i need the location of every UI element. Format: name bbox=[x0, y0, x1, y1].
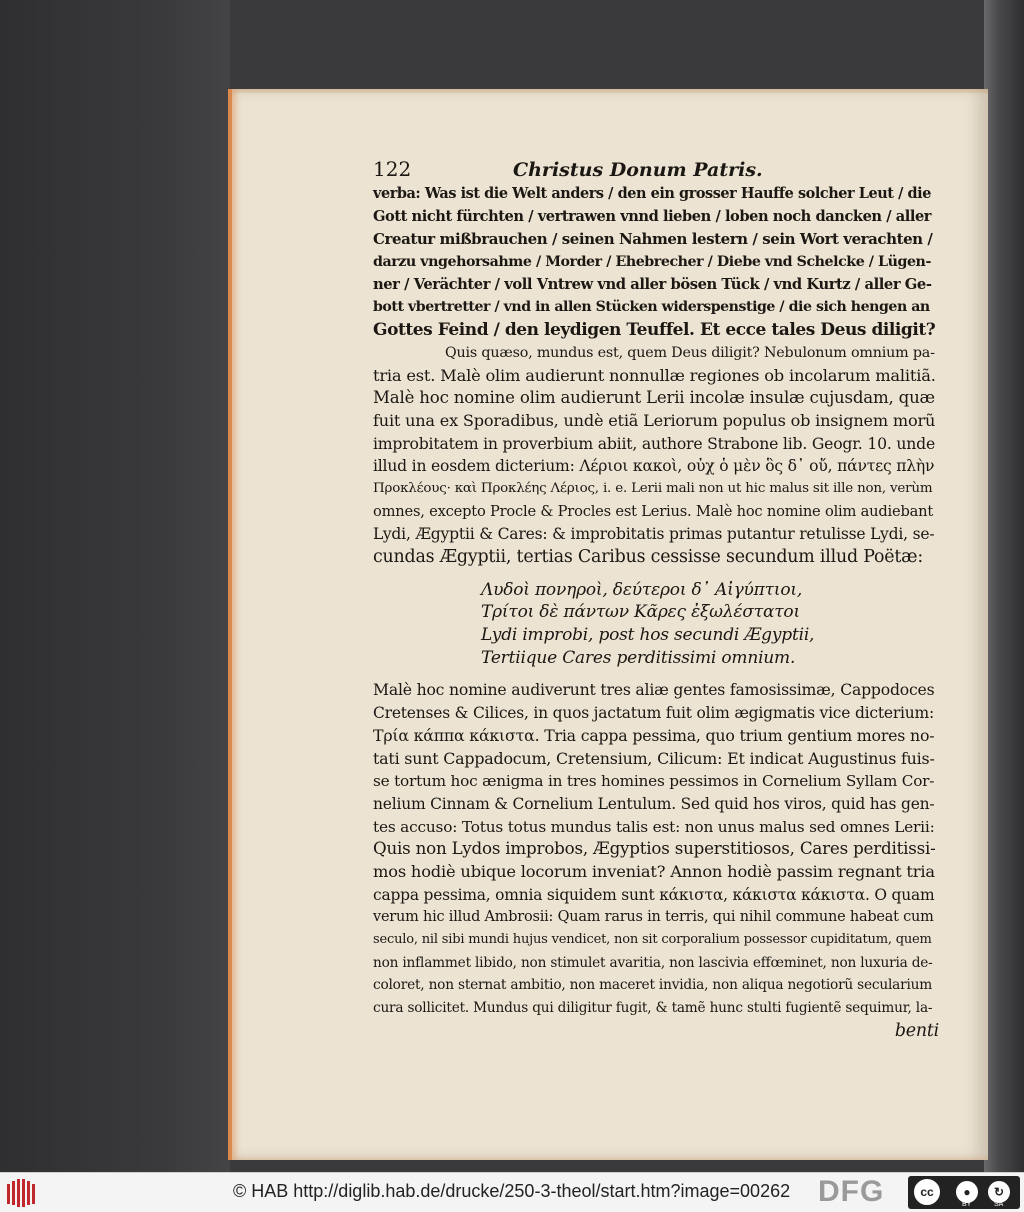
body-text bbox=[373, 183, 939, 569]
text-line: Προκλέους· καὶ Προκλέης Λέριος, i. e. Lerii mali non ut hic malus sit ille non, verùm bbox=[373, 480, 933, 496]
text-line: tria est. Malè olim audierunt nonnullæ regiones ob incolarum malitiã. bbox=[373, 365, 936, 385]
text-line: Malè hoc nomine audiverunt tres aliæ gentes famosissimæ, Cappodoces bbox=[373, 680, 935, 700]
text-line: Tertiique Cares perditissimi omnium. bbox=[481, 647, 796, 668]
text-line: tati sunt Cappadocum, Cretensium, Cilicum: Et indicat Augustinus fuis- bbox=[373, 748, 935, 768]
catchword: benti bbox=[894, 1020, 939, 1041]
text-line: Cretenses & Cilices, in quos jactatum fuit olim ægigmatis vice dicterium: bbox=[373, 704, 935, 723]
cc-license-badge[interactable] bbox=[908, 1176, 1020, 1209]
text-line: Λυδοὶ πονηροὶ, δεύτεροι δ᾽ Αἰγύπτιοι, bbox=[481, 579, 803, 600]
text-line: nelium Cinnam & Cornelium Lentulum. Sed quid hos viros, quid has gen- bbox=[373, 794, 935, 813]
scan-background-left bbox=[0, 0, 230, 1172]
running-title: Christus Donum Patris. bbox=[513, 159, 763, 181]
text-line: tes accuso: Totus totus mundus talis est: non unus malus sed omnes Lerii: bbox=[373, 817, 935, 836]
text-line: se tortum hoc ænigma in tres homines pessimos in Cornelium Syllam Cor- bbox=[373, 772, 935, 791]
attribution-icon: ● bbox=[954, 1179, 980, 1205]
copyright-link[interactable]: © HAB http://diglib.hab.de/drucke/250-3-theol/start.htm?image=00262 bbox=[233, 1181, 791, 1201]
text-line: bott vbertretter / vnd in allen Stücken widerspenstige / die sich hengen an bbox=[373, 299, 930, 316]
body-text-continued bbox=[373, 679, 939, 1019]
share-alike-icon: ↻ bbox=[986, 1179, 1012, 1205]
by-label: BY bbox=[962, 1201, 972, 1208]
text-line: Creatur mißbrauchen / seinen Nahmen lestern / sein Wort verachten / bbox=[373, 230, 933, 249]
text-line: Gott nicht fürchten / vertrawen vnnd lieben / loben noch dancken / aller bbox=[373, 207, 932, 225]
text-line: seculo, nil sibi mundi hujus vendicet, non sit corporalium possessor cupiditatum, quem bbox=[373, 932, 932, 947]
scan-background-right bbox=[984, 0, 1024, 1172]
dfg-logo: DFG bbox=[818, 1175, 885, 1208]
text-line: Τρία κάππα κάκιστα. Tria cappa pessima, quo trium gentium mores no- bbox=[373, 725, 935, 745]
text-line: fuit una ex Sporadibus, undè etiã Leriorum populus ob insignem morũ bbox=[373, 410, 936, 430]
page-header bbox=[373, 157, 939, 183]
text-line: illud in eosdem dicterium: Λέριοι κακοὶ, οὐχ ὁ μὲν ὃς δ᾽ οὔ, πάντες πλὴν bbox=[373, 457, 935, 476]
cc-icon: cc bbox=[912, 1177, 942, 1207]
text-line: ner / Verächter / voll Vntrew vnd aller bösen Tück / vnd Kurtz / aller Ge- bbox=[373, 275, 932, 293]
text-line: verum hic illud Ambrosii: Quam rarus in terris, qui nihil commune habeat cum bbox=[373, 909, 934, 926]
verse-quotation bbox=[373, 579, 939, 670]
text-line: omnes, excepto Procle & Procles est Lerius. Malè hoc nomine olim audiebant bbox=[373, 502, 934, 520]
text-line: Lydi improbi, post hos secundi Ægyptii, bbox=[481, 625, 815, 646]
book-page bbox=[228, 89, 988, 1160]
text-line: Quis quæso, mundus est, quem Deus diligit? Nebulonum omnium pa- bbox=[445, 344, 935, 361]
page-number: 122 bbox=[373, 157, 412, 181]
text-line: darzu vngehorsahme / Morder / Ehebrecher / Diebe vnd Schelcke / Lügen- bbox=[373, 254, 931, 271]
text-line: Lydi, Ægyptii & Cares: & improbitatis primas putantur retulisse Lydi, se- bbox=[373, 525, 935, 544]
text-line: mos hodiè ubique locorum inveniat? Annon hodiè passim regnant tria bbox=[373, 861, 935, 881]
text-line: cura sollicitet. Mundus qui diligitur fugit, & tamẽ hunc stulti fugientẽ sequimur, la- bbox=[373, 1000, 933, 1017]
text-line: Gottes Feind / den leydigen Teuffel. Et ecce tales Deus diligit? bbox=[373, 320, 936, 341]
text-line: cundas Ægyptii, tertias Caribus cessisse secundum illud Poëtæ: bbox=[373, 547, 923, 567]
text-line: coloret, non sternat ambitio, non maceret invidia, non aliqua negotiorũ secularium bbox=[373, 977, 933, 994]
sa-label: SA bbox=[994, 1201, 1004, 1208]
text-line: verba: Was ist die Welt anders / den ein grosser Hauffe solcher Leut / die bbox=[373, 185, 931, 202]
text-line: Τρίτοι δὲ πάντων Κᾶρες ἐξωλέστατοι bbox=[481, 602, 800, 623]
text-line: Quis non Lydos improbos, Ægyptios superstitiosos, Cares perditissi- bbox=[373, 839, 936, 859]
text-line: Malè hoc nomine olim audierunt Lerii incolæ insulæ cujusdam, quæ bbox=[373, 388, 935, 408]
page-text-block bbox=[373, 157, 939, 1042]
hab-logo-icon bbox=[6, 1178, 38, 1208]
footer-bar bbox=[0, 1172, 1024, 1212]
text-line: improbitatem in proverbium abiit, authore Strabone lib. Geogr. 10. unde bbox=[373, 433, 935, 453]
text-line: non inflammet libido, non stimulet avaritia, non lascivia effœminet, non luxuria de- bbox=[373, 954, 933, 971]
text-line: cappa pessima, omnia siquidem sunt κάκιστα, κάκιστα κάκιστα. O quam bbox=[373, 885, 935, 904]
